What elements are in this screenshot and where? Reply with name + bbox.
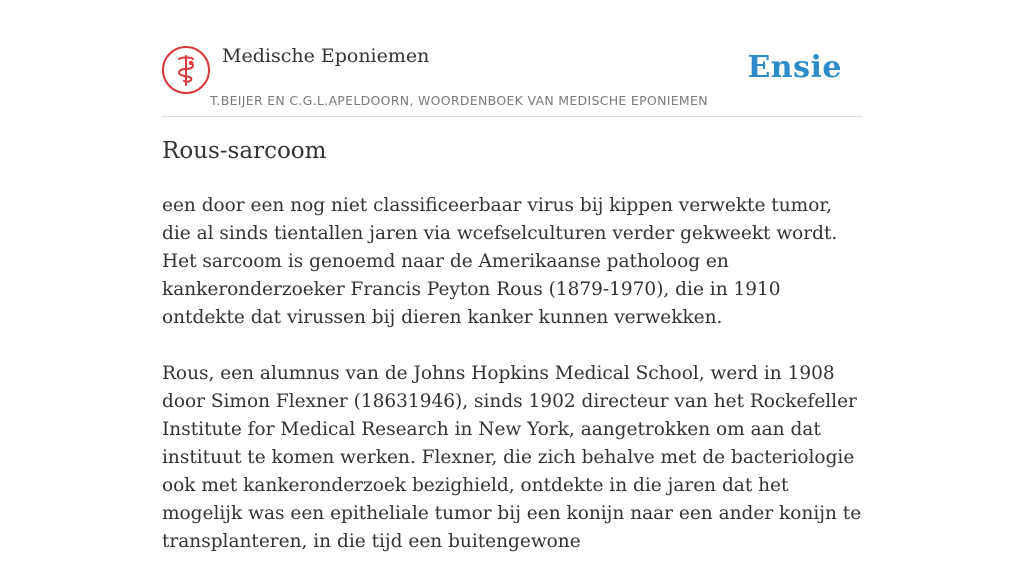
source-subtitle: T.BEIJER EN C.G.L.APELDOORN, WOORDENBOEK VAN MEDISCHE EPONIEMEN xyxy=(210,93,708,108)
source-title[interactable]: Medische Eponiemen xyxy=(222,45,430,67)
caduceus-icon xyxy=(171,53,201,87)
ensie-logo-link[interactable]: Ensie xyxy=(747,50,842,85)
page-container xyxy=(162,0,862,552)
entry-paragraph: een door een nog niet classificeerbaar virus bij kippen verwekte tumor, die al sinds tientallen jaren via wcefselculturen verder gekweekt wordt. Het sarcoom is genoemd naar de Amerikaanse patholoog en kankeronderzoeker Francis Peyton Rous (1879-1970), die in 1910 ontdekte dat virussen bij dieren kanker kunnen verwekken. xyxy=(162,195,838,328)
source-logo[interactable] xyxy=(162,46,210,94)
entry-body xyxy=(162,192,862,584)
entry-paragraph: Rous, een alumnus van de Johns Hopkins Medical School, werd in 1908 door Simon Flexner (18631946), sinds 1902 directeur van het Rockefeller Institute for Medical Research in New York, aangetrokken om aan dat instituut te komen werken. Flexner, die zich behalve met de bacteriologie ook met kankeronderzoek bezighield, ontdekte in die jaren dat het mogelijk was een epitheliale tumor bij een konijn naar een ander konijn te transplanteren, in die tijd een buitengewone xyxy=(162,363,862,552)
source-header xyxy=(162,0,862,117)
entry-title: Rous-sarcoom xyxy=(162,138,327,164)
